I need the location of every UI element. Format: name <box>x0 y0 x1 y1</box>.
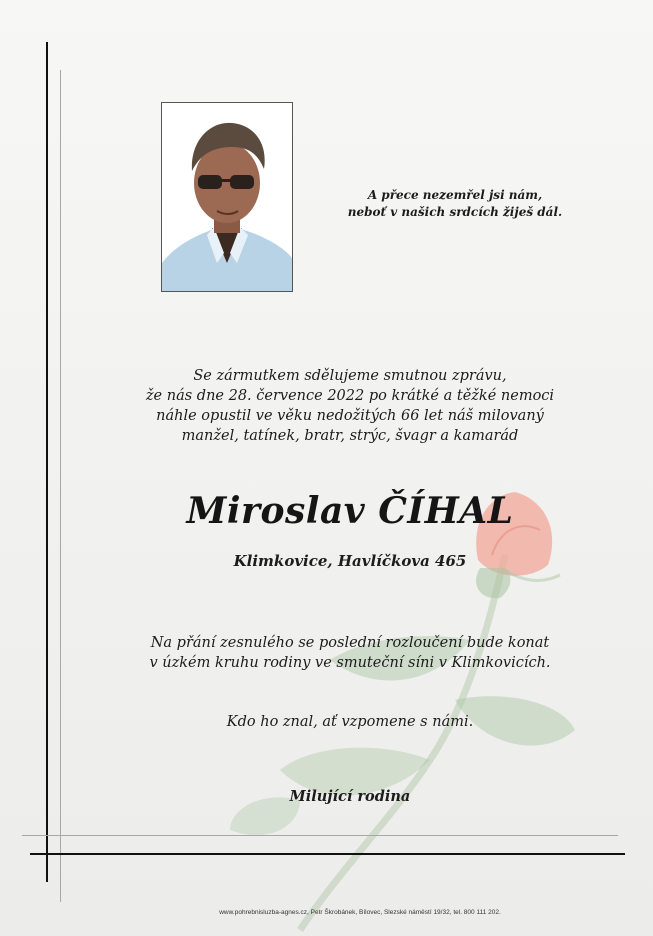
remember-line: Kdo ho znal, ať vzpomene s námi. <box>226 714 474 730</box>
vertical-rule <box>46 42 48 882</box>
horizontal-rule <box>30 853 625 855</box>
deceased-name: Miroslav ČÍHAL <box>186 490 514 532</box>
vertical-rule-thin <box>60 70 61 902</box>
funeral-notice-line: v úzkém kruhu rodiny ve smuteční síni v Klimkovicích. <box>149 655 551 671</box>
portrait-photo <box>161 102 293 292</box>
funeral-notice <box>120 633 580 673</box>
deceased-address: Klimkovice, Havlíčkova 465 <box>233 552 467 570</box>
announcement-line: že nás dne 28. července 2022 po krátké a těžké nemoci <box>145 388 555 404</box>
footer-imprint: www.pohrebnisluzba-agnes.cz, Petr Škrobánek, Bílovec, Slezské náměstí 19/32, tel. 800 111 202. <box>219 909 501 916</box>
funeral-notice-line: Na přání zesnulého se poslední rozloučení bude konat <box>150 635 550 651</box>
horizontal-rule-thin <box>22 835 618 836</box>
motto-line: A přece nezemřel jsi nám, <box>367 188 543 202</box>
announcement-line: náhle opustil ve věku nedožitých 66 let náš milovaný <box>156 408 544 424</box>
announcement-line: Se zármutkem sdělujeme smutnou zprávu, <box>193 368 507 384</box>
signature: Milující rodina <box>289 788 411 805</box>
memorial-motto <box>330 187 580 221</box>
announcement-text <box>120 366 580 446</box>
motto-line: neboť v našich srdcích žiješ dál. <box>347 205 563 219</box>
announcement-line: manžel, tatínek, bratr, strýc, švagr a kamarád <box>181 428 519 444</box>
